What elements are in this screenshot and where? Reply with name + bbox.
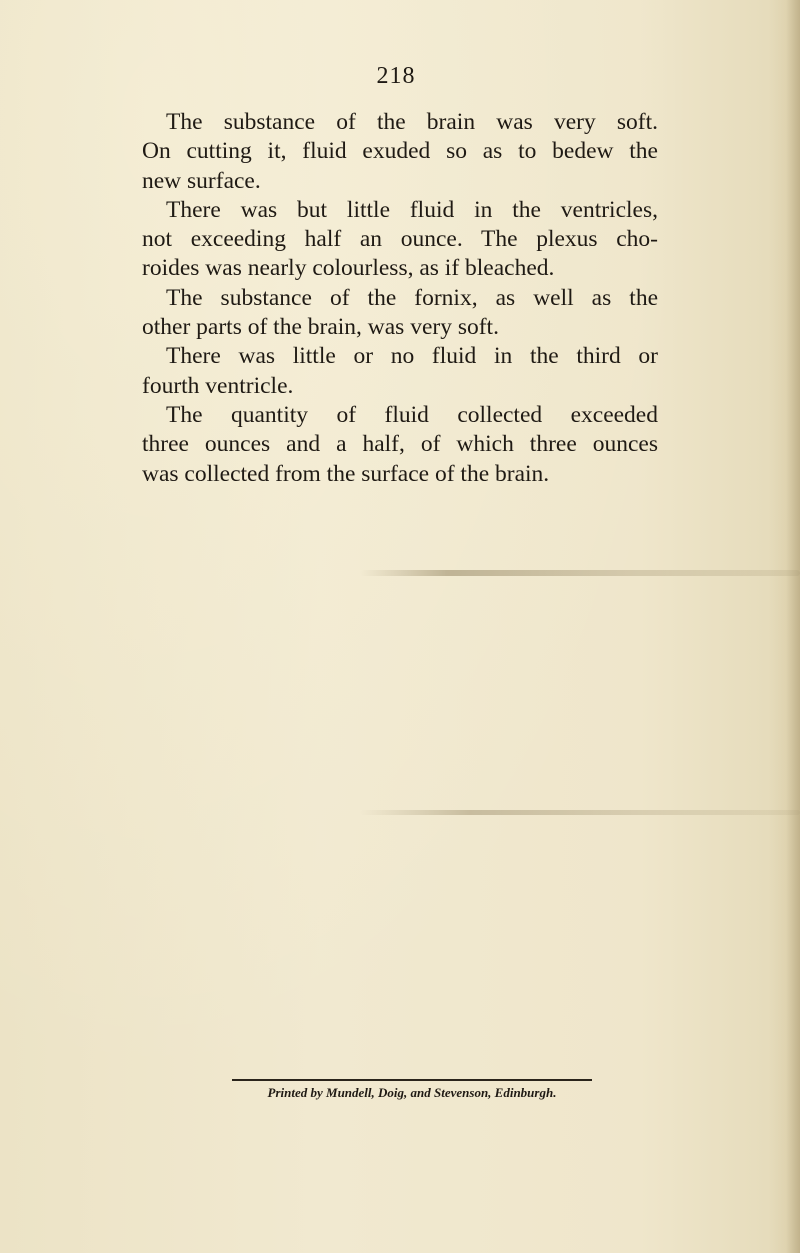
text-line: The substance of the fornix, as well as the — [166, 284, 658, 311]
text-line: other parts of the brain, was very soft. — [142, 314, 499, 341]
page-edge-shadow — [786, 0, 800, 1253]
text-line: three ounces and a half, of which three ounces — [142, 431, 658, 458]
text-line: was collected from the surface of the brain. — [142, 460, 550, 487]
text-line: not exceeding half an ounce. The plexus cho- — [142, 226, 658, 253]
body-text — [142, 108, 658, 489]
page-stain — [360, 570, 800, 576]
text-line: fourth ventricle. — [142, 372, 294, 399]
text-line: roides was nearly colourless, as if bleached. — [142, 255, 555, 282]
colophon-rule — [232, 1079, 592, 1081]
page-number: 218 — [376, 63, 416, 89]
paragraph — [142, 401, 658, 489]
page-stain — [360, 810, 800, 815]
paragraph — [142, 284, 658, 343]
text-line: The quantity of fluid collected exceeded — [166, 401, 658, 428]
paragraph — [142, 196, 658, 284]
paragraph — [142, 342, 658, 401]
text-line: new surface. — [142, 167, 261, 194]
text-line: The substance of the brain was very soft. — [166, 109, 658, 135]
paragraph — [142, 108, 658, 196]
text-line: There was but little fluid in the ventricles, — [166, 196, 658, 223]
text-line: On cutting it, fluid exuded so as to bedew the — [142, 138, 658, 165]
printer-colophon: Printed by Mundell, Doig, and Stevenson, Edinburgh. — [267, 1085, 557, 1100]
text-line: There was little or no fluid in the third or — [166, 343, 658, 370]
